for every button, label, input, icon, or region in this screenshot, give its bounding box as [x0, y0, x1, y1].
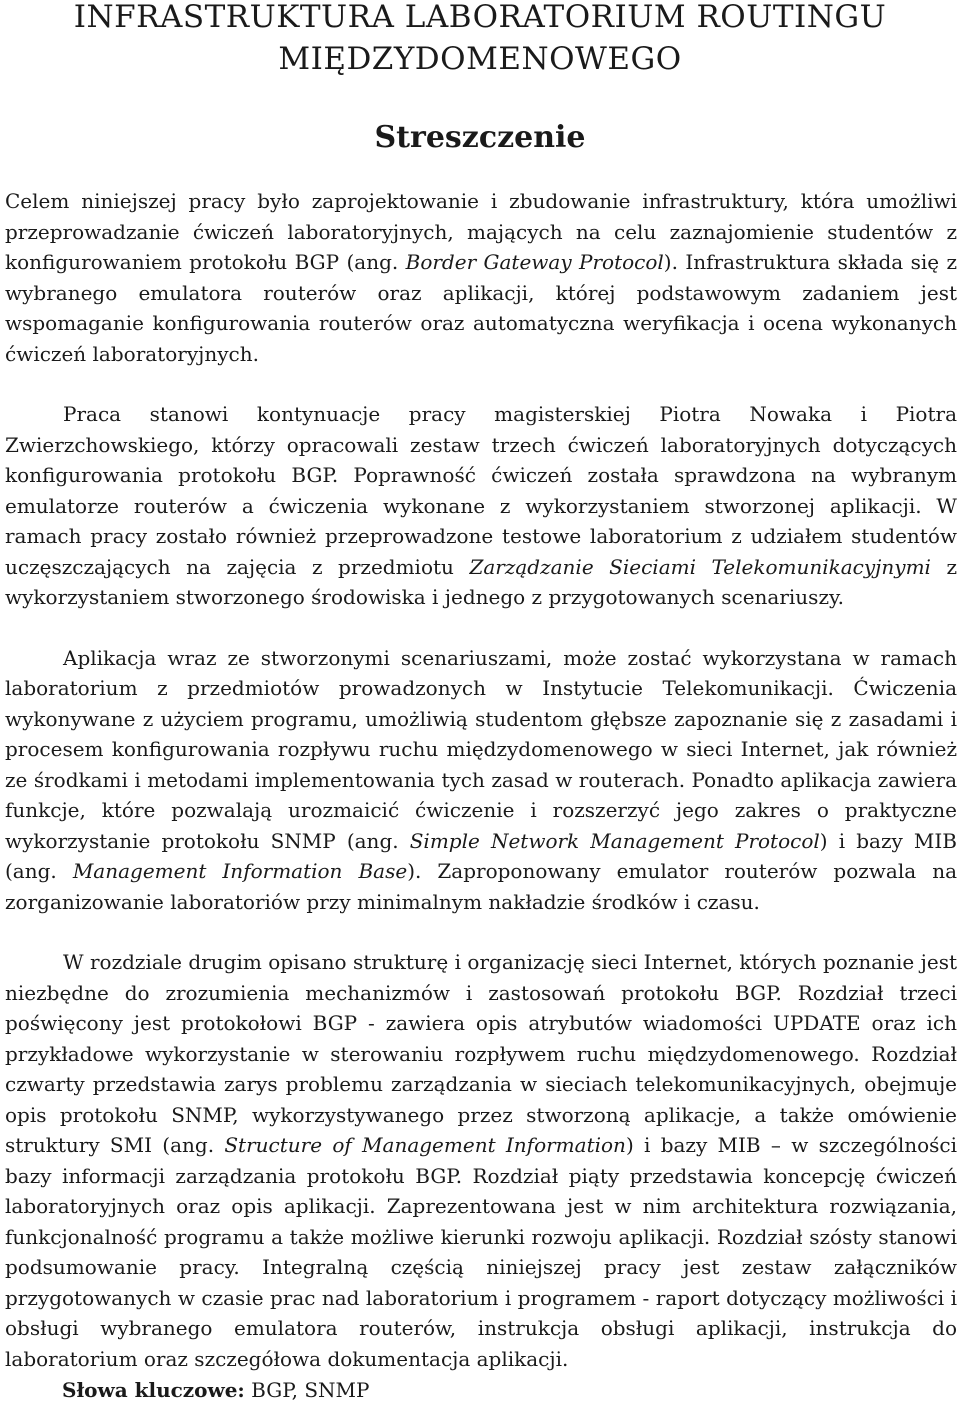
abstract-paragraph-4 [5, 947, 957, 1374]
keywords-value: BGP, SNMP [251, 1378, 370, 1402]
keywords-line [62, 1376, 369, 1404]
p4-text-c: ) i bazy MIB – w szczególności bazy informacji zarządzania protokołu BGP. Rozdział piąty przedstawia koncepcję ćwiczeń laboratoryjnych oraz opis aplikacji. Zaprezentowana jest w nim architektura rozwiązania, funkcjonalność programu a także możliwe kierunki rozwoju aplikacji. Rozdział szósty stanowi podsumowanie pracy. Integralną częścią niniejszej pracy jest zestaw załączników przygotowanych w czasie prac nad laboratorium i programem - raport dotyczący możliwości i obsługi wybranego emulatora routerów, instrukcja obsługi aplikacji, instrukcja do laboratorium oraz szczegółowa dokumentacja aplikacji. [5, 1133, 958, 1371]
abstract-body [5, 186, 957, 1374]
p2-text-a: Praca stanowi kontynuacje pracy magisterskiej Piotra Nowaka i Piotra Zwierzchowskiego, którzy opracowali zestaw trzech ćwiczeń laboratoryjnych dotyczących konfigurowania protokołu BGP. Poprawność ćwiczeń została sprawdzona na wybranym emulatorze routerów a ćwiczenia wykonane z wykorzystaniem stworzonej aplikacji. W ramach pracy zostało również przeprowadzone testowe laboratorium z udziałem studentów uczęszczających na zajęcia z przedmiotu [5, 402, 957, 579]
p3-text-c: ) i bazy MIB (ang. [5, 828, 957, 883]
p4-text-a: W rozdziale drugim opisano strukturę i organizację sieci Internet, których poznanie jest niezbędne do zrozumienia mechanizmów i zastosowań protokołu BGP. Rozdział trzeci poświęcony jest protokołowi BGP - zawiera opis atrybutów wiadomości UPDATE oraz ich przykładowe wykorzystanie w sterowaniu rozpływem ruchu międzydomenowego. Rozdział czwarty przedstawia zarys problemu zarządzania w sieciach telekomunikacyjnych, obejmuje opis protokołu SNMP, wykorzystywanego przez stworzoną aplikacje, a także omówienie struktury SMI (ang. [5, 950, 957, 1157]
abstract-paragraph-1 [5, 186, 957, 369]
p1-italic-term: Border Gateway Protocol [405, 250, 664, 274]
p3-italic-snmp: Simple Network Management Protocol [409, 828, 820, 853]
title-line-1: INFRASTRUKTURA LABORATORIUM ROUTINGU [73, 0, 887, 35]
p3-text-a: Aplikacja wraz ze stworzonymi scenariuszami, może zostać wykorzystana w ramach laboratorium z przedmiotów prowadzonych w Instytucie Telekomunikacji. Ćwiczenia wykonywane z użyciem programu, umożliwią studentom głębsze zapoznanie się z zasadami i procesem konfigurowania rozpływu ruchu międzydomenowego w sieci Internet, jak również ze środkami i metodami implementowania tych zasad w routerach. Ponadto aplikacja zawiera funkcje, które pozwalają urozmaicić ćwiczenie i rozszerzyć jego zakres o praktyczne wykorzystanie protokołu SNMP (ang. [5, 645, 957, 853]
p3-italic-mib: Management Information Base [72, 859, 408, 883]
p1-text-c: ). Infrastruktura składa się z wybranego emulatora routerów oraz aplikacji, której podstawowym zadaniem jest wspomaganie konfigurowania routerów oraz automatyczna weryfikacja i ocena wykonanych ćwiczeń laboratoryjnych. [5, 250, 957, 366]
abstract-heading: Streszczenie [374, 120, 586, 155]
p1-text-a: Celem niniejszej pracy było zaprojektowanie i zbudowanie infrastruktury, która umożliwi przeprowadzanie ćwiczeń laboratoryjnych, mających na celu zaznajomienie studentów z konfigurowaniem protokołu BGP (ang. [5, 189, 957, 274]
p3-text-e: ). Zaproponowany emulator routerów pozwala na zorganizowanie laboratoriów przy minimalnym nakładzie środków i czasu. [5, 859, 958, 914]
p2-text-c: z wykorzystaniem stworzonego środowiska i jednego z przygotowanych scenariuszy. [5, 554, 957, 609]
title-line-2: MIĘDZYDOMENOWEGO [278, 41, 682, 77]
abstract-paragraph-2 [5, 399, 957, 613]
keywords-label: Słowa kluczowe: [62, 1378, 245, 1402]
abstract-paragraph-3 [5, 643, 957, 918]
p2-italic-course: Zarządzanie Sieciami Telekomunikacyjnymi [469, 554, 931, 579]
document-title [0, 0, 960, 80]
p4-italic-smi: Structure of Management Information [224, 1133, 626, 1157]
